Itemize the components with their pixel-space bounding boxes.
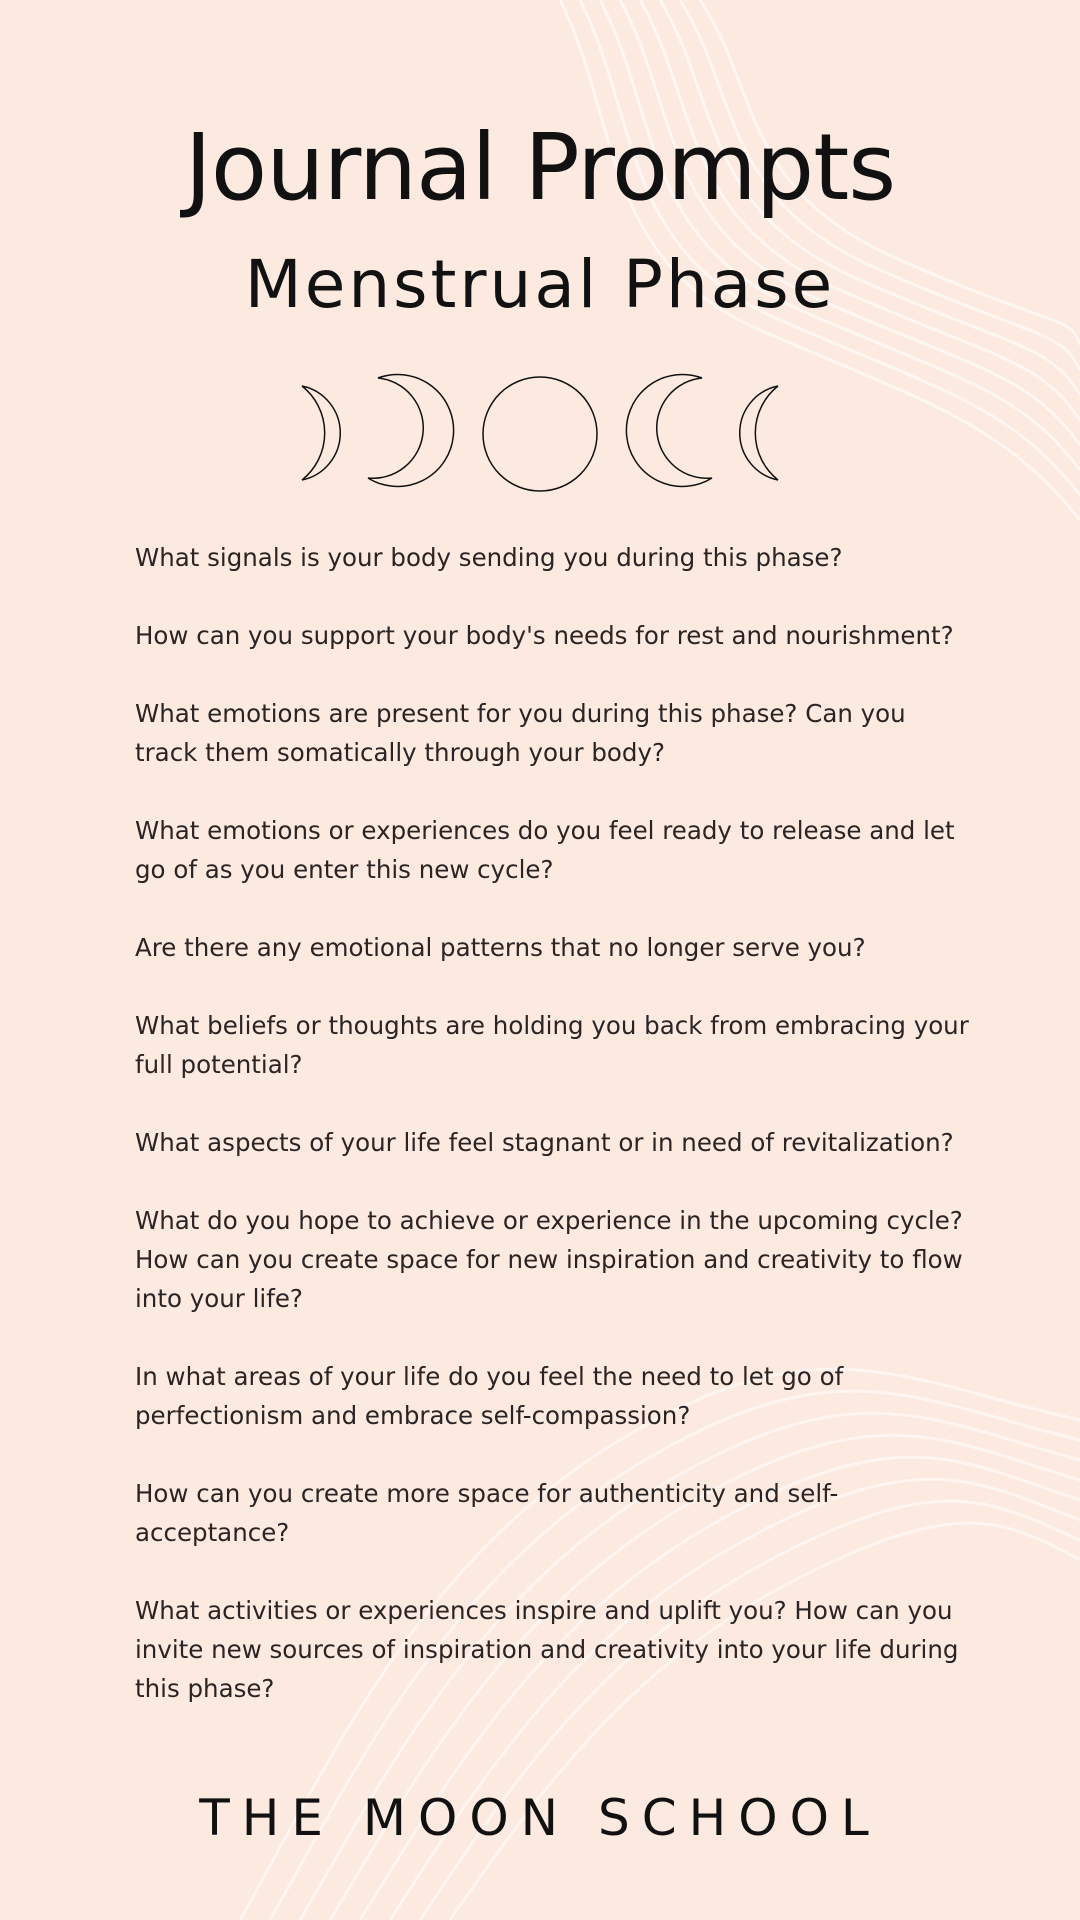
waxing-crescent-icon <box>626 374 712 486</box>
prompt-item: What emotions are present for you during this phase? Can you track them somatically through your body? <box>135 699 906 767</box>
prompt-item: How can you support your body's needs for rest and nourishment? <box>135 621 954 650</box>
prompt-item: In what areas of your life do you feel the need to let go of perfectionism and embrace self-compassion? <box>135 1362 844 1430</box>
prompt-item: Are there any emotional patterns that no longer serve you? <box>135 933 866 962</box>
brand-footer: THE MOON SCHOOL <box>199 1789 881 1847</box>
page-title: Journal Prompts <box>184 114 896 221</box>
waning-crescent-icon <box>302 386 340 480</box>
prompt-item: What activities or experiences inspire and uplift you? How can you invite new sources of inspiration and creativity into your life during this phase? <box>135 1596 959 1703</box>
prompt-item: How can you create more space for authenticity and self-acceptance? <box>135 1479 839 1547</box>
waning-gibbous-crescent-icon <box>368 374 454 486</box>
moon-phases-row <box>290 370 790 500</box>
prompt-list <box>135 538 975 1747</box>
waxing-crescent-thin-icon <box>740 386 778 480</box>
prompt-item: What do you hope to achieve or experience in the upcoming cycle? How can you create space for new inspiration and creativity to flow into your life? <box>135 1206 963 1313</box>
page-subtitle: Menstrual Phase <box>244 246 836 323</box>
prompt-item: What emotions or experiences do you feel ready to release and let go of as you enter this new cycle? <box>135 816 955 884</box>
prompt-item: What beliefs or thoughts are holding you back from embracing your full potential? <box>135 1011 969 1079</box>
prompt-item: What signals is your body sending you during this phase? <box>135 543 843 572</box>
prompt-item: What aspects of your life feel stagnant or in need of revitalization? <box>135 1128 954 1157</box>
full-moon-icon <box>483 377 597 491</box>
